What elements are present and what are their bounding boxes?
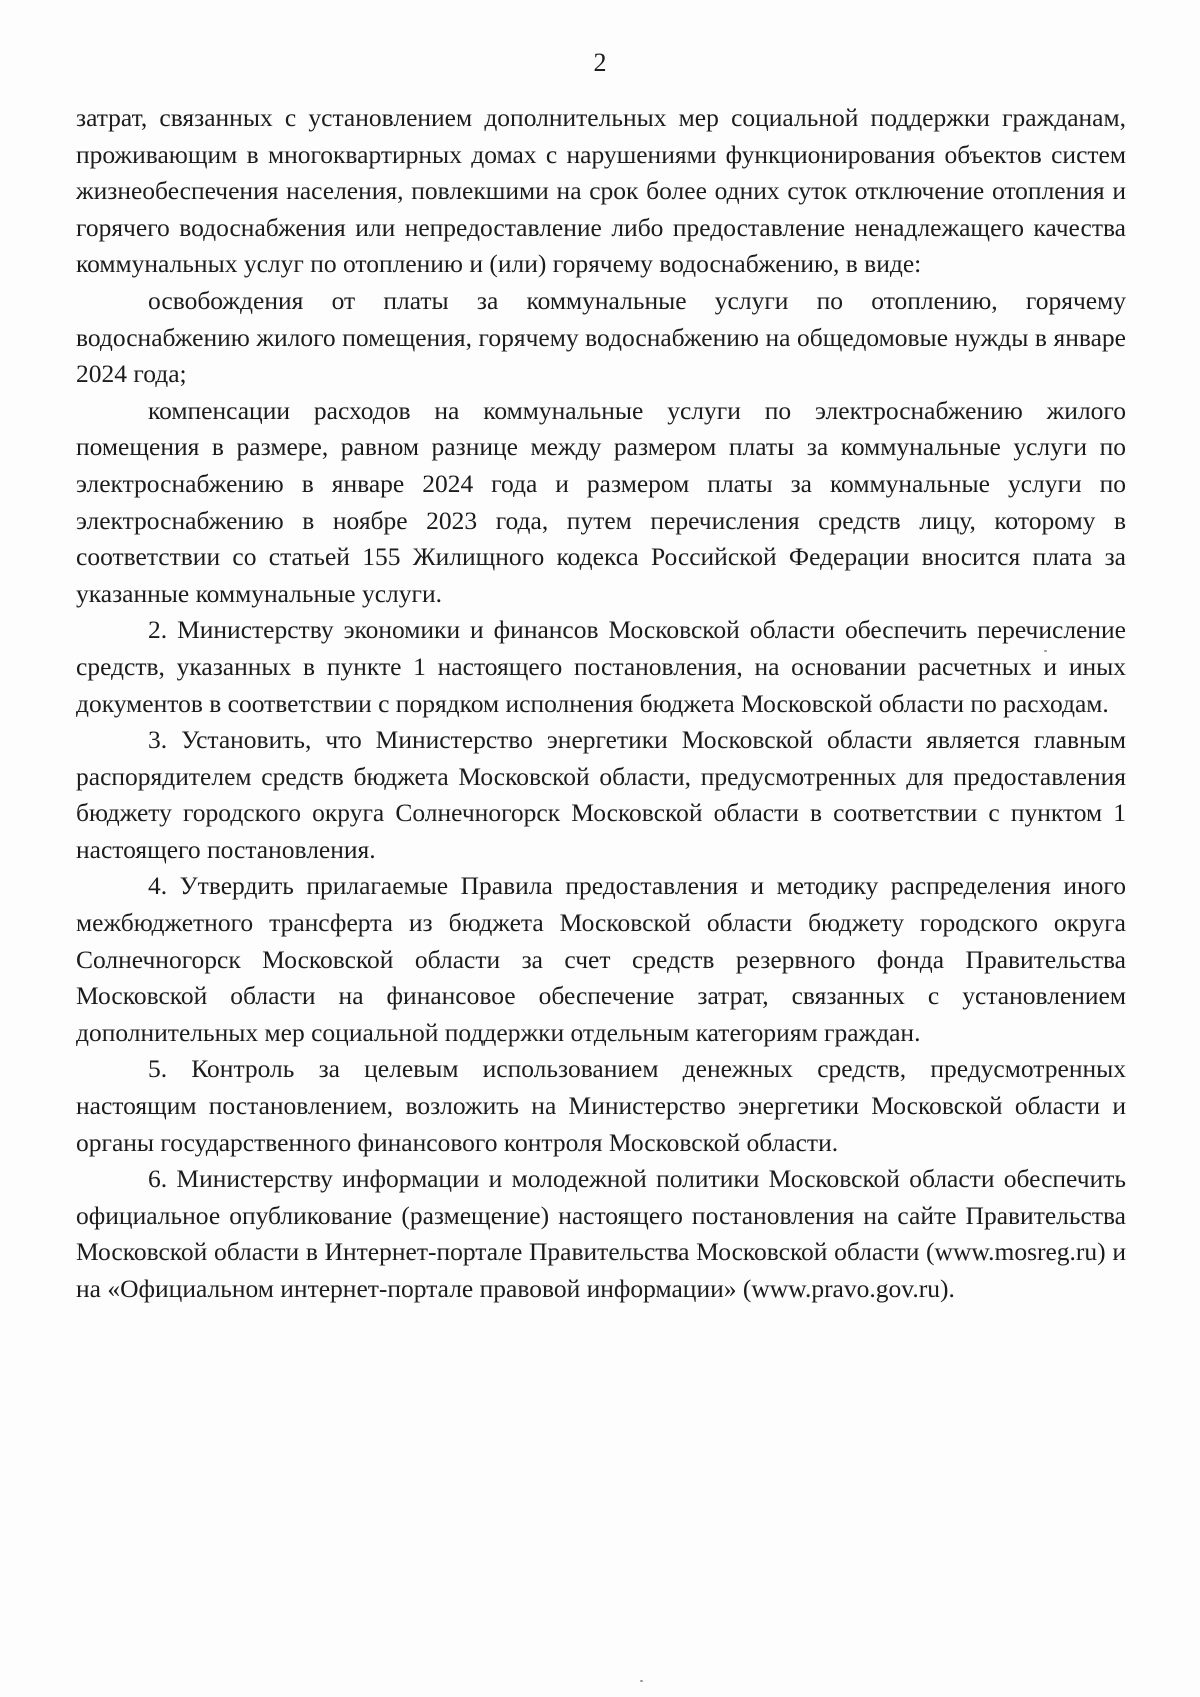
paragraph-item-4: 4. Утвердить прилагаемые Правила предоставления и методику распределения иного межбюджетного трансферта из бюджета Московской области бюджету городского округа Солнечногорск Московской области за счет средств резервного фонда Правительства Московской области на финансовое обеспечение затрат, связанных с установлением дополнительных мер социальной поддержки отдельным категориям граждан. — [76, 871, 1126, 1047]
paragraph-electricity-compensation: компенсации расходов на коммунальные услуги по электроснабжению жилого помещения в размере, равном разнице между размером платы за коммунальные услуги по электроснабжению в январе 2024 года и размером платы за коммунальные услуги по электроснабжению в ноябре 2023 года, путем перечисления средств лицу, которому в соответствии со статьей 155 Жилищного кодекса Российской Федерации вносится плата за указанные коммунальные услуги. — [76, 395, 1126, 608]
document-body — [76, 100, 1126, 1308]
scan-speck — [640, 1680, 643, 1682]
paragraph-item-2: 2. Министерству экономики и финансов Московской области обеспечить перечисление средств, указанных в пункте 1 настоящего постановления, на основании расчетных и иных документов в соответствии с порядком исполнения бюджета Московской области по расходам. — [76, 615, 1126, 718]
scan-speck — [1044, 650, 1047, 652]
page-number: 2 — [593, 48, 607, 77]
paragraph-heating-exemption: освобождения от платы за коммунальные услуги по отоплению, горячему водоснабжению жилого помещения, горячему водоснабжению на общедомовые нужды в январе 2024 года; — [76, 285, 1126, 389]
paragraph-item-6: 6. Министерству информации и молодежной политики Московской области обеспечить официальное опубликование (размещение) настоящего постановления на сайте Правительства Московской области в Интернет-портале Правительства Московской области (www.mosreg.ru) и на «Официальном интернет-портале правовой информации» (www.pravo.gov.ru). — [76, 1164, 1126, 1303]
paragraph-item-5: 5. Контроль за целевым использованием денежных средств, предусмотренных настоящим постановлением, возложить на Министерство энергетики Московской области и органы государственного финансового контроля Московской области. — [76, 1054, 1126, 1157]
paragraph-item-3: 3. Установить, что Министерство энергетики Московской области является главным распорядителем средств бюджета Московской области, предусмотренных для предоставления бюджету городского округа Солнечногорск Московской области в соответствии с пунктом 1 настоящего постановления. — [76, 725, 1126, 864]
paragraph-intro-continuation: затрат, связанных с установлением дополнительных мер социальной поддержки гражданам, проживающим в многоквартирных домах с нарушениями функционирования объектов систем жизнеобеспечения населения, повлекшими на срок более одних суток отключение отопления и горячего водоснабжения или непредоставление либо предоставление ненадлежащего качества коммунальных услуг по отоплению и (или) горячему водоснабжению, в виде: — [76, 103, 1126, 279]
